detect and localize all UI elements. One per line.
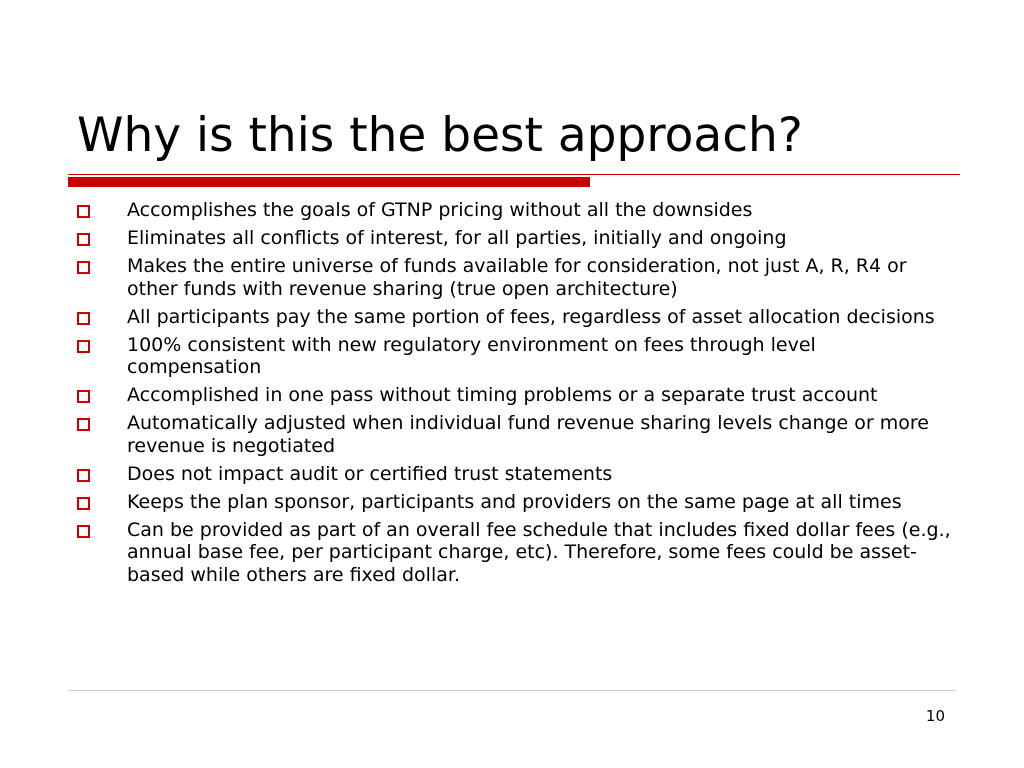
- bullet-item: [74, 519, 954, 587]
- bullet-item: [74, 412, 954, 457]
- footer-divider: [68, 690, 956, 691]
- bullet-text: Can be provided as part of an overall fee schedule that includes fixed dollar fees (e.g., annual base fee, per participant charge, etc). Therefore, some fees could be asset-based while others are fixed dollar.: [127, 518, 951, 586]
- square-bullet-icon: [77, 261, 90, 274]
- square-bullet-icon: [77, 312, 90, 325]
- bullet-text: Makes the entire universe of funds available for consideration, not just A, R, R4 or other funds with revenue sharing (true open architecture): [127, 255, 907, 300]
- square-bullet-icon: [77, 418, 90, 431]
- square-bullet-icon: [77, 390, 90, 403]
- bullet-text: Eliminates all conflicts of interest, for all parties, initially and ongoing: [127, 227, 787, 249]
- bullet-text: All participants pay the same portion of fees, regardless of asset allocation decisions: [127, 305, 935, 328]
- bullet-text: Accomplished in one pass without timing problems or a separate trust account: [127, 384, 878, 406]
- title-divider-thin: [68, 174, 960, 175]
- square-bullet-icon: [77, 497, 90, 510]
- bullet-item: [74, 334, 954, 379]
- bullet-item: [74, 227, 954, 250]
- bullet-text: Does not impact audit or certified trust statements: [127, 462, 613, 485]
- bullet-list: [74, 199, 954, 592]
- square-bullet-icon: [77, 340, 90, 353]
- square-bullet-icon: [77, 205, 90, 218]
- bullet-item: [74, 384, 954, 407]
- title-divider-thick: [68, 177, 590, 187]
- square-bullet-icon: [77, 525, 90, 538]
- bullet-item: [74, 463, 954, 486]
- bullet-text: Automatically adjusted when individual fund revenue sharing levels change or more revenue is negotiated: [127, 412, 929, 457]
- bullet-item: [74, 255, 954, 300]
- page-number: 10: [925, 707, 945, 725]
- bullet-item: [74, 491, 954, 514]
- square-bullet-icon: [77, 233, 90, 246]
- bullet-item: [74, 199, 954, 222]
- bullet-text: 100% consistent with new regulatory environment on fees through level compensation: [127, 333, 816, 378]
- slide-title: Why is this the best approach?: [77, 108, 803, 163]
- bullet-text: Keeps the plan sponsor, participants and providers on the same page at all times: [127, 490, 902, 513]
- square-bullet-icon: [77, 469, 90, 482]
- bullet-text: Accomplishes the goals of GTNP pricing without all the downsides: [127, 199, 753, 221]
- bullet-item: [74, 306, 954, 329]
